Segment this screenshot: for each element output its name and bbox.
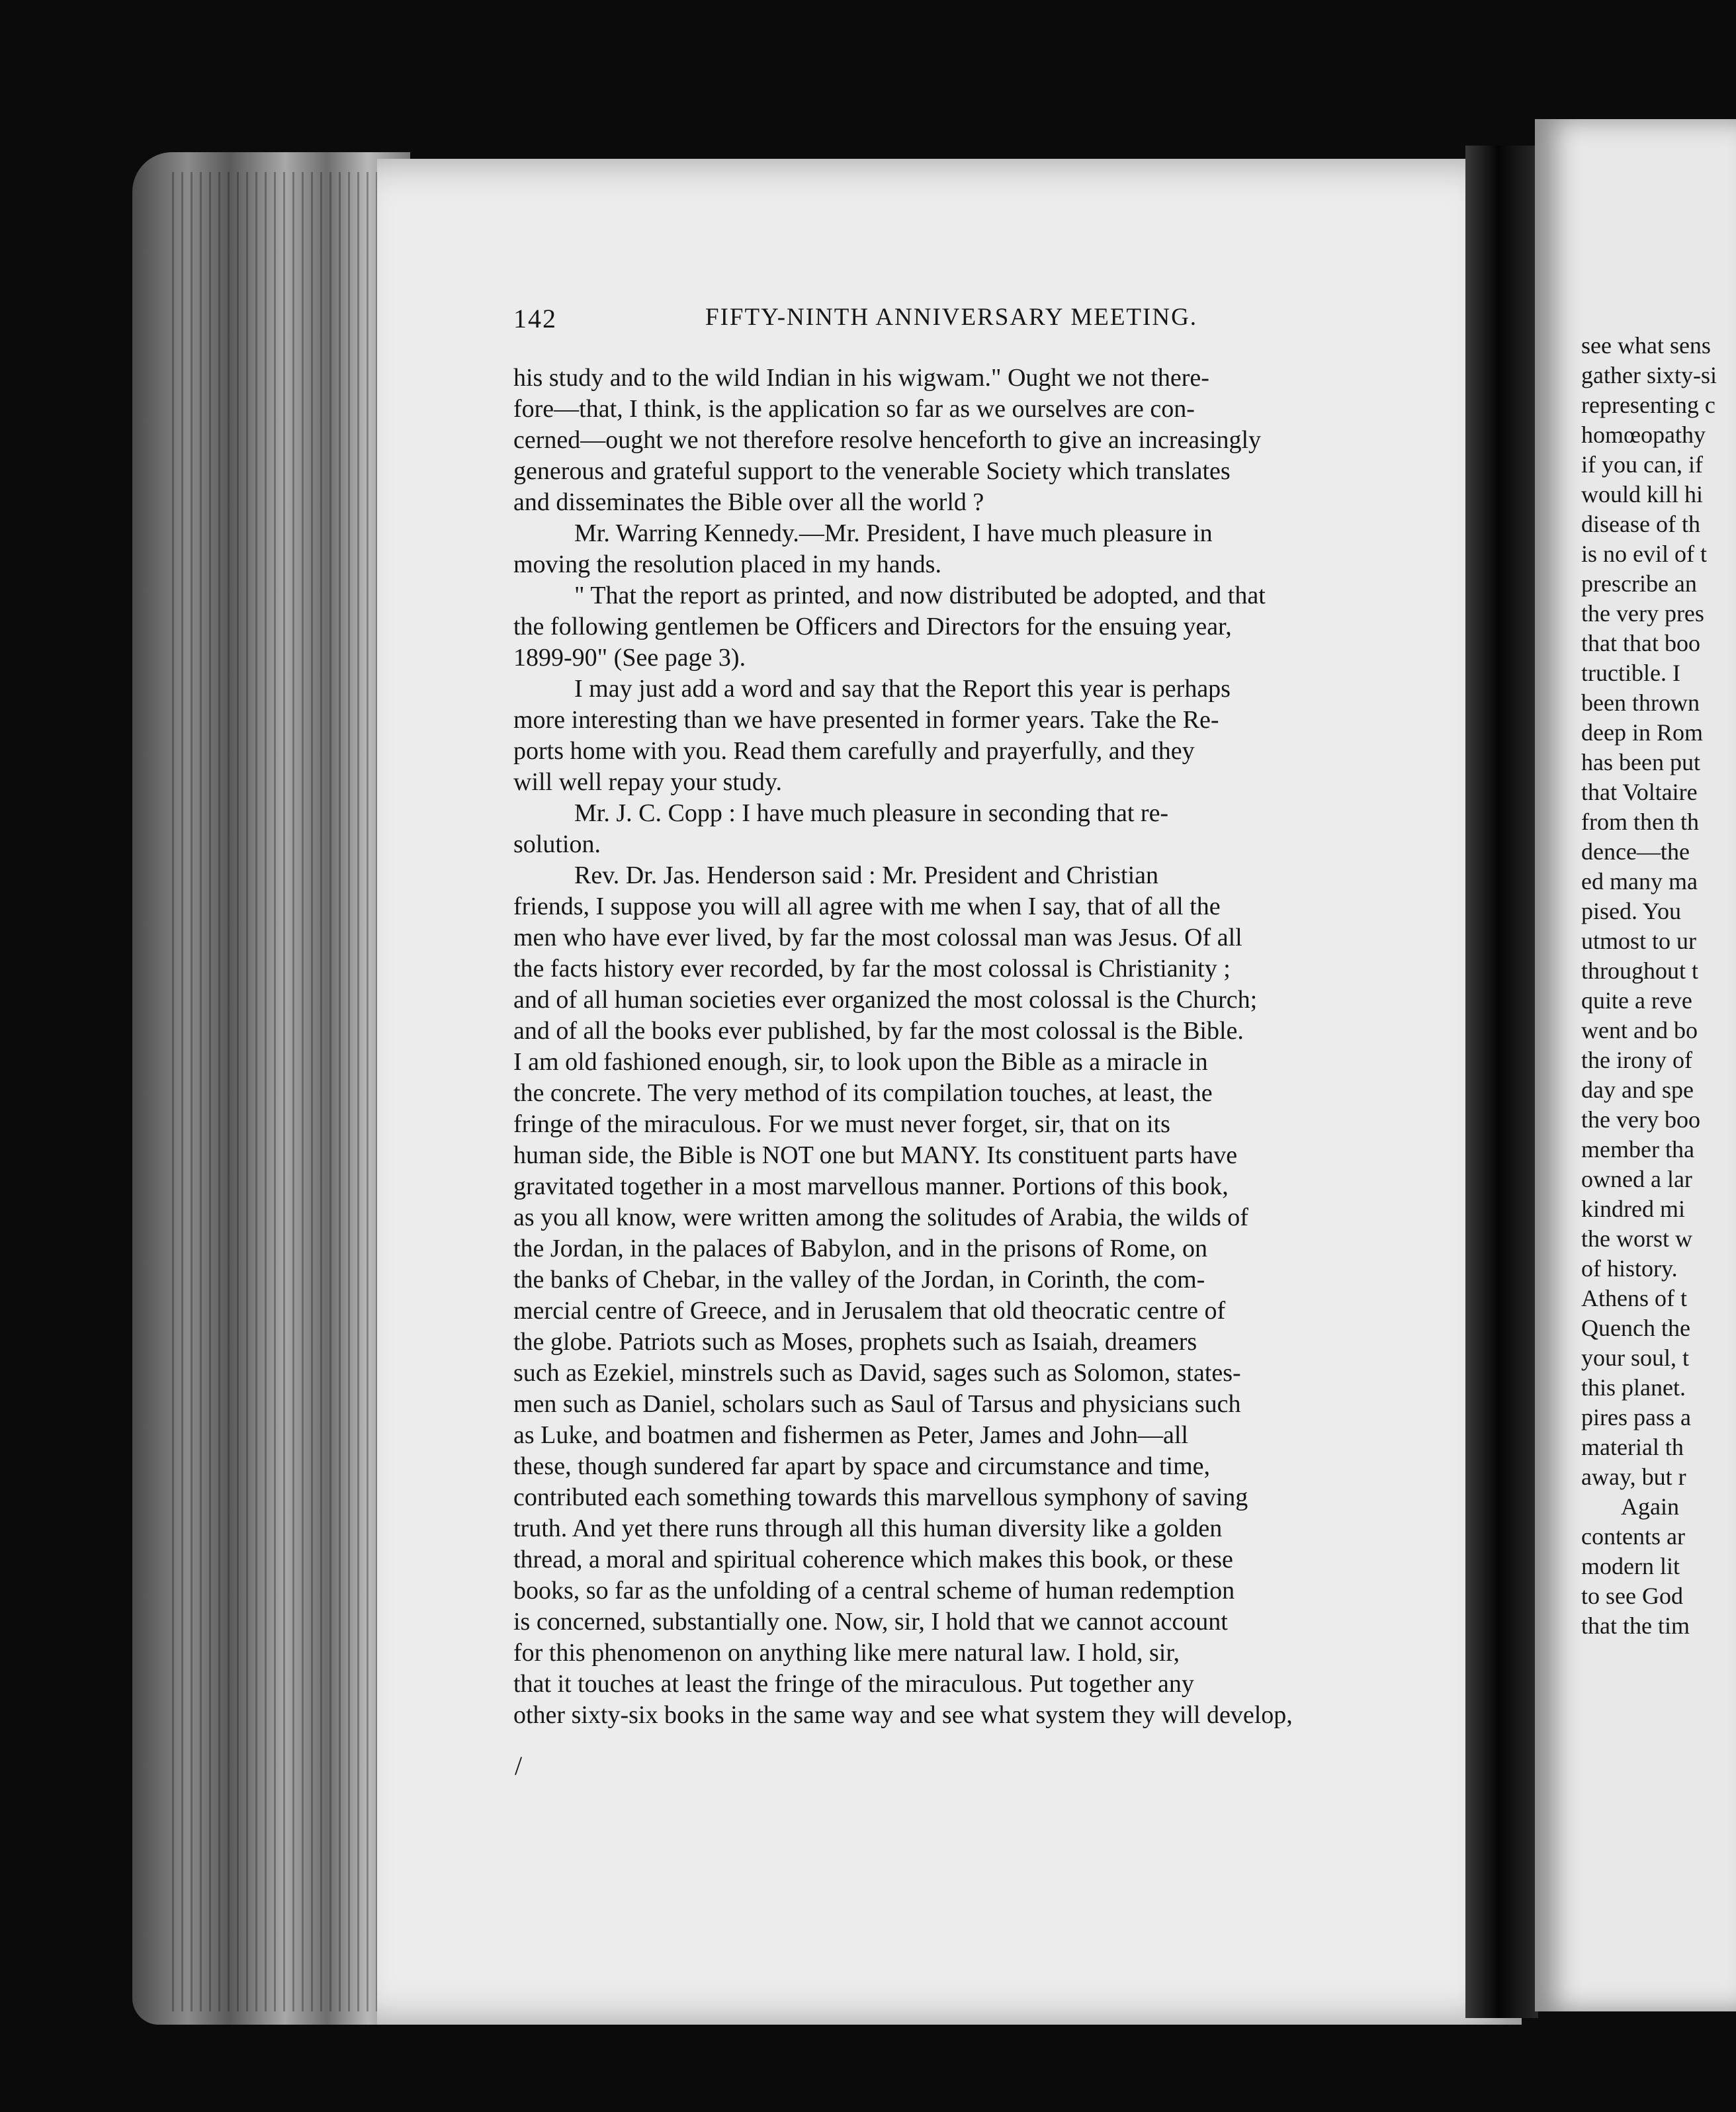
page-edge-texture xyxy=(172,172,397,2011)
right-text-line: see what sens xyxy=(1581,332,1711,359)
text-line: the banks of Chebar, in the valley of the Jordan, in Corinth, the com- xyxy=(513,1266,1205,1294)
right-text-line: went and bo xyxy=(1581,1017,1698,1043)
right-text-line: the irony of xyxy=(1581,1047,1692,1073)
text-line: books, so far as the unfolding of a central scheme of human redemption xyxy=(513,1577,1235,1605)
right-text-line: representing c xyxy=(1581,392,1715,418)
right-text-line: that the tim xyxy=(1581,1612,1690,1639)
right-text-line: is no evil of t xyxy=(1581,541,1707,567)
right-text-line: modern lit xyxy=(1581,1553,1680,1579)
book-gutter xyxy=(1465,146,1538,2018)
text-line: and of all human societies ever organized the most colossal is the Church; xyxy=(513,986,1258,1014)
text-line: men who have ever lived, by far the most colossal man was Jesus. Of all xyxy=(513,924,1242,951)
right-text-line: the worst w xyxy=(1581,1225,1692,1252)
right-text-line: away, but r xyxy=(1581,1464,1686,1490)
right-text-line: contents ar xyxy=(1581,1523,1685,1550)
text-line: and disseminates the Bible over all the world ? xyxy=(513,488,984,516)
text-line: gravitated together in a most marvellous manner. Portions of this book, xyxy=(513,1172,1229,1200)
text-line: the Jordan, in the palaces of Babylon, and in the prisons of Rome, on xyxy=(513,1235,1208,1262)
text-line: these, though sundered far apart by space and circumstance and time, xyxy=(513,1452,1211,1480)
text-line: as you all know, were written among the solitudes of Arabia, the wilds of xyxy=(513,1204,1248,1231)
right-text-line: owned a lar xyxy=(1581,1166,1692,1192)
text-line: the globe. Patriots such as Moses, prophets such as Isaiah, dreamers xyxy=(513,1328,1197,1356)
right-text-line: tructible. I xyxy=(1581,660,1680,686)
text-line: thread, a moral and spiritual coherence which makes this book, or these xyxy=(513,1546,1233,1573)
text-line: more interesting than we have presented in former years. Take the Re- xyxy=(513,706,1219,734)
right-text-line: Athens of t xyxy=(1581,1285,1687,1311)
right-text-line: been thrown xyxy=(1581,689,1700,716)
page-number: 142 xyxy=(513,304,557,333)
right-text-line: member tha xyxy=(1581,1136,1694,1163)
right-text-line: to see God xyxy=(1581,1583,1683,1609)
text-line: cerned—ought we not therefore resolve henceforth to give an increasingly xyxy=(513,426,1262,454)
resolution-quote-line: " That the report as printed, and now distributed be adopted, and that xyxy=(574,582,1266,609)
right-text-line: Quench the xyxy=(1581,1315,1690,1341)
right-text-line: homœopathy xyxy=(1581,421,1706,448)
text-line: as Luke, and boatmen and fishermen as Peter, James and John—all xyxy=(513,1421,1188,1449)
text-line: that it touches at least the fringe of the miraculous. Put together any xyxy=(513,1670,1194,1698)
running-head: FIFTY-NINTH ANNIVERSARY MEETING. xyxy=(705,304,1198,331)
right-text-line: day and spe xyxy=(1581,1077,1694,1103)
right-text-line: of history. xyxy=(1581,1255,1678,1282)
page-header xyxy=(513,303,1261,340)
right-text-line: that that boo xyxy=(1581,630,1700,656)
text-line: the following gentlemen be Officers and Directors for the ensuing year, xyxy=(513,613,1232,640)
text-line: fore—that, I think, is the application so far as we ourselves are con- xyxy=(513,395,1195,423)
text-line: will well repay your study. xyxy=(513,768,782,796)
right-text-line: the very pres xyxy=(1581,600,1704,627)
text-line: ports home with you. Read them carefully and prayerfully, and they xyxy=(513,737,1195,765)
main-text-block xyxy=(513,363,1436,1731)
text-line: the facts history ever recorded, by far the most colossal is Christianity ; xyxy=(513,955,1231,983)
text-line: friends, I suppose you will all agree with me when I say, that of all the xyxy=(513,893,1221,920)
text-line: is concerned, substantially one. Now, sir, I hold that we cannot account xyxy=(513,1608,1228,1636)
right-text-line: Again xyxy=(1621,1493,1679,1520)
text-line: and of all the books ever published, by far the most colossal is the Bible. xyxy=(513,1017,1244,1045)
text-line: men such as Daniel, scholars such as Saul of Tarsus and physicians such xyxy=(513,1390,1241,1418)
right-text-line: this planet. xyxy=(1581,1374,1686,1401)
text-line: truth. And yet there runs through all this human diversity like a golden xyxy=(513,1515,1223,1542)
speaker-line: Mr. J. C. Copp : I have much pleasure in seconding that re- xyxy=(574,799,1169,827)
text-line: mercial centre of Greece, and in Jerusalem that old theocratic centre of xyxy=(513,1297,1226,1325)
right-text-line: dence—the xyxy=(1581,838,1690,865)
right-text-line: your soul, t xyxy=(1581,1344,1690,1371)
right-text-line: would kill hi xyxy=(1581,481,1704,507)
text-line: human side, the Bible is NOT one but MANY. Its constituent parts have xyxy=(513,1141,1238,1169)
text-line: other sixty-six books in the same way and see what system they will develop, xyxy=(513,1701,1293,1729)
right-page-text-block xyxy=(1581,331,1736,1641)
right-text-line: has been put xyxy=(1581,749,1700,775)
right-text-line: material th xyxy=(1581,1434,1684,1460)
right-text-line: from then th xyxy=(1581,809,1699,835)
stray-mark: / xyxy=(515,1751,523,1781)
right-text-line: prescribe an xyxy=(1581,570,1697,597)
text-line: moving the resolution placed in my hands. xyxy=(513,550,941,578)
speaker-line: Rev. Dr. Jas. Henderson said : Mr. President and Christian xyxy=(574,861,1159,889)
right-text-line: pised. You xyxy=(1581,898,1682,924)
right-text-line: if you can, if xyxy=(1581,451,1703,478)
text-line: I may just add a word and say that the Report this year is perhaps xyxy=(574,675,1231,703)
right-text-line: pires pass a xyxy=(1581,1404,1691,1430)
right-text-line: utmost to ur xyxy=(1581,928,1697,954)
right-text-line: deep in Rom xyxy=(1581,719,1703,746)
right-text-line: throughout t xyxy=(1581,957,1698,984)
right-text-line: quite a reve xyxy=(1581,987,1692,1014)
text-line: for this phenomenon on anything like mere natural law. I hold, sir, xyxy=(513,1639,1180,1667)
right-text-line: that Voltaire xyxy=(1581,779,1698,805)
text-line: generous and grateful support to the venerable Society which translates xyxy=(513,457,1231,485)
text-line: the concrete. The very method of its compilation touches, at least, the xyxy=(513,1079,1213,1107)
text-line: I am old fashioned enough, sir, to look upon the Bible as a miracle in xyxy=(513,1048,1208,1076)
right-text-line: disease of th xyxy=(1581,511,1700,537)
right-text-line: kindred mi xyxy=(1581,1196,1685,1222)
text-line: 1899-90" (See page 3). xyxy=(513,644,746,672)
text-line: such as Ezekiel, minstrels such as David, sages such as Solomon, states- xyxy=(513,1359,1241,1387)
right-text-line: ed many ma xyxy=(1581,868,1698,895)
text-line: contributed each something towards this marvellous symphony of saving xyxy=(513,1483,1248,1511)
right-text-line: gather sixty-si xyxy=(1581,362,1717,388)
text-line: his study and to the wild Indian in his wigwam." Ought we not there- xyxy=(513,364,1209,392)
text-line: fringe of the miraculous. For we must never forget, sir, that on its xyxy=(513,1110,1170,1138)
text-line: solution. xyxy=(513,830,601,858)
right-text-line: the very boo xyxy=(1581,1106,1700,1133)
speaker-line: Mr. Warring Kennedy.—Mr. President, I have much pleasure in xyxy=(574,519,1213,547)
